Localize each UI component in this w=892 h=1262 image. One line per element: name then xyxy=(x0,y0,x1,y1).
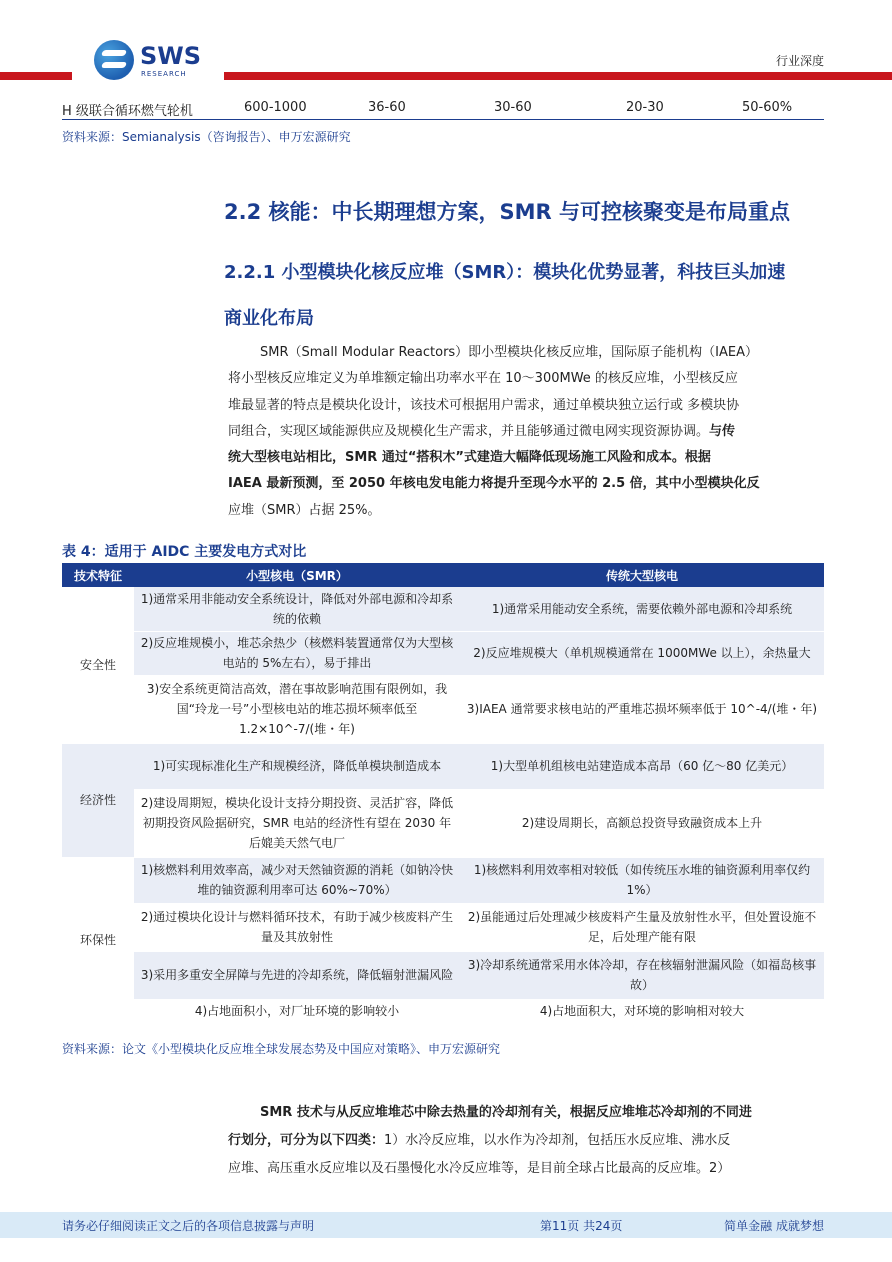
table-cell: 1)通常采用能动安全系统，需要依赖外部电源和冷却系统 xyxy=(460,587,824,631)
table-cell: 2)建设周期短，模块化设计支持分期投资、灵活扩容，降低初期投资风险据研究，SMR 电站的经济性有望在 2030 年后媲美天然气电厂 xyxy=(134,789,460,857)
paragraph-line: IAEA 最新预测，至 2050 年核电发电能力将提升至现今水平的 2.5 倍，其中小型模块化反 xyxy=(228,476,760,492)
source-note: 资料来源：论文《小型模块化反应堆全球发展态势及中国应对策略》、申万宏源研究 xyxy=(62,1042,501,1056)
table-cell: 600-1000 xyxy=(244,100,307,115)
category-cell: 环保性 xyxy=(62,857,134,1023)
table-row xyxy=(62,587,824,631)
table-cell: 2)反应堆规模小，堆芯余热少（核燃料装置通常仅为大型核电站的 5%左右），易于排出 xyxy=(134,631,460,675)
table-cell: 1)可实现标准化生产和规模经济，降低单模块制造成本 xyxy=(134,743,460,789)
table-cell: 50-60% xyxy=(742,100,793,115)
table-cell: 2)建设周期长，高额总投资导致融资成本上升 xyxy=(460,789,824,857)
column-header: 技术特征 xyxy=(62,563,134,587)
table-cell: 20-30 xyxy=(626,100,664,115)
table-cell: 30-60 xyxy=(494,100,532,115)
table-cell: 4)占地面积大，对环境的影响相对较大 xyxy=(460,999,824,1023)
document-type-label: 行业深度 xyxy=(775,54,824,68)
paragraph-line: SMR（Small Modular Reactors）即小型模块化核反应堆，国际原子能机构（IAEA） xyxy=(260,345,759,360)
table-cell: 2)通过模块化设计与燃料循环技术，有助于减少核废料产生量及其放射性 xyxy=(134,903,460,951)
slogan: 简单金融 成就梦想 xyxy=(724,1219,824,1233)
page-number: 第11页 共24页 xyxy=(540,1219,623,1233)
category-cell: 安全性 xyxy=(62,587,134,743)
paragraph-line: 应堆、高压重水反应堆以及石墨慢化水冷反应堆等，是目前全球占比最高的反应堆。2） xyxy=(228,1161,731,1176)
paragraph-line: 应堆（SMR）占据 25%。 xyxy=(228,502,381,518)
table-row xyxy=(62,675,824,743)
sws-logo-icon xyxy=(94,40,134,80)
paragraph-line: SMR 技术与从反应堆堆芯中除去热量的冷却剂有关，根据反应堆堆芯冷却剂的不同进 xyxy=(260,1105,752,1120)
table-cell: 2)虽能通过后处理减少核废料产生量及放射性水平，但处置设施不足，后处理产能有限 xyxy=(460,903,824,951)
page-footer xyxy=(0,1212,892,1238)
table-row xyxy=(62,631,824,675)
paragraph-line xyxy=(228,419,824,445)
sws-logo xyxy=(94,40,206,84)
table-row xyxy=(62,903,824,951)
category-cell: 经济性 xyxy=(62,743,134,857)
table-cell: 3)采用多重安全屏障与先进的冷却系统，降低辐射泄漏风险 xyxy=(134,951,460,999)
logo-text: SWS xyxy=(140,42,202,70)
logo-subtext: RESEARCH xyxy=(141,70,187,78)
table-cell: 1)核燃料利用效率高，减少对天然铀资源的消耗（如钠冷快堆的铀资源利用率可达 60%~70%） xyxy=(134,857,460,903)
disclaimer-note: 请务必仔细阅读正文之后的各项信息披露与声明 xyxy=(62,1219,315,1233)
table-cell: 36-60 xyxy=(368,100,406,115)
table-cell: 1)核燃料利用效率相对较低（如传统压水堆的铀资源利用率仅约 1%） xyxy=(460,857,824,903)
table-cell: 3)IAEA 通常要求核电站的严重堆芯损坏频率低于 10^-4/(堆・年) xyxy=(460,675,824,743)
table-cell: 2)反应堆规模大（单机规模通常在 1000MWe 以上），余热量大 xyxy=(460,631,824,675)
table-row xyxy=(62,999,824,1023)
column-header: 传统大型核电 xyxy=(460,563,824,587)
column-header: 小型核电（SMR） xyxy=(134,563,460,587)
table-cell: 1)通常采用非能动安全系统设计，降低对外部电源和冷却系统的依赖 xyxy=(134,587,460,631)
paragraph-line xyxy=(228,1127,824,1155)
table-row xyxy=(62,857,824,903)
table-cell: 3)冷却系统通常采用水体冷却，存在核辐射泄漏风险（如福岛核事故） xyxy=(460,951,824,999)
paragraph-text: 1）水冷反应堆，以水作为冷却剂，包括压水反应堆、沸水反 xyxy=(384,1133,731,1148)
header-bar-right xyxy=(224,72,892,80)
table-cell: 1)大型单机组核电站建造成本高昂（60 亿～80 亿美元） xyxy=(460,743,824,789)
table-cell: H 级联合循环燃气轮机 xyxy=(62,104,193,119)
table-cell: 3)安全系统更简洁高效，潜在事故影响范围有限例如，我国“玲龙一号”小型核电站的堆芯损坏频率低至 1.2×10^-7/(堆・年) xyxy=(134,675,460,743)
table-row xyxy=(62,789,824,857)
paragraph-bold-text: 行划分，可分为以下四类： xyxy=(228,1133,385,1148)
body-paragraph xyxy=(228,340,824,524)
table-row xyxy=(62,743,824,789)
subsection-heading: 2.2.1 小型模块化核反应堆（SMR）：模块化优势显著，科技巨头加速 xyxy=(224,262,786,283)
table-title: 表 4：适用于 AIDC 主要发电方式对比 xyxy=(62,544,307,560)
comparison-table xyxy=(62,563,824,1024)
table-header-row xyxy=(62,563,824,587)
table-cell: 4)占地面积小，对厂址环境的影响较小 xyxy=(134,999,460,1023)
paragraph-text: 同组合，实现区域能源供应及规模化生产需求，并且能够通过微电网实现资源协调。 xyxy=(228,423,710,439)
table-row xyxy=(62,951,824,999)
section-heading: 2.2 核能：中长期理想方案，SMR 与可控核聚变是布局重点 xyxy=(224,200,791,224)
source-note: 资料来源：Semianalysis（咨询报告）、申万宏源研究 xyxy=(62,130,351,144)
subsection-heading-cont: 商业化布局 xyxy=(224,308,314,329)
header-bar-left xyxy=(0,72,72,80)
paragraph-bold-text: 与传 xyxy=(709,423,736,439)
paragraph-line: 统大型核电站相比，SMR 通过“搭积木”式建造大幅降低现场施工风险和成本。根据 xyxy=(228,450,711,466)
previous-table-last-row xyxy=(62,98,824,120)
paragraph-line: 堆最显著的特点是模块化设计，该技术可根据用户需求，通过单模块独立运行或 多模块协 xyxy=(228,397,740,413)
body-paragraph xyxy=(228,1099,824,1183)
paragraph-line: 将小型核反应堆定义为单堆额定输出功率水平在 10～300MWe 的核反应堆，小型核反应 xyxy=(228,371,738,387)
